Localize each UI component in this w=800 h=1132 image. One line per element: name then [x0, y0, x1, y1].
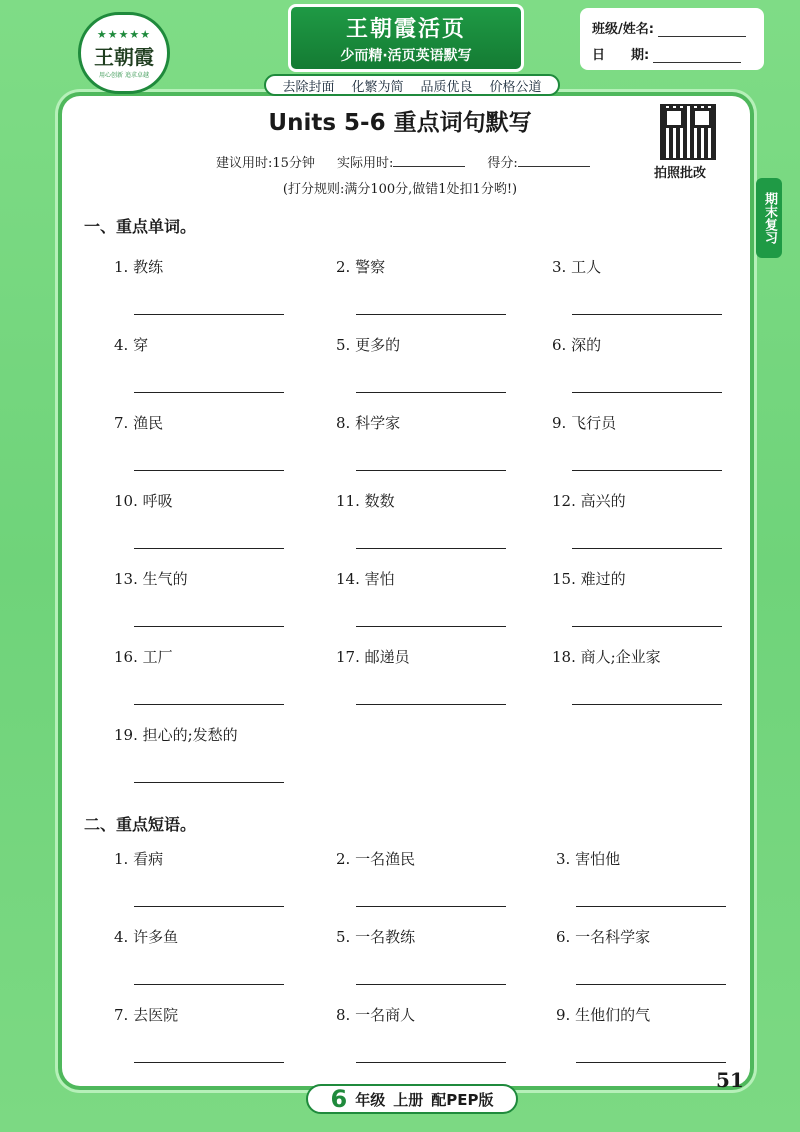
phrase-prompt: 8. 一名商人 — [336, 1006, 416, 1024]
side-tab: 期末复习 — [756, 178, 782, 258]
word-answer-blank[interactable] — [572, 392, 722, 393]
word-answer-blank[interactable] — [134, 392, 284, 393]
word-answer-blank[interactable] — [356, 314, 506, 315]
word-prompt: 5. 更多的 — [336, 336, 401, 354]
phrase-prompt: 5. 一名教练 — [336, 928, 416, 946]
word-answer-blank[interactable] — [356, 704, 506, 705]
phrase-answer-blank[interactable] — [356, 984, 506, 985]
class-name-field[interactable] — [658, 22, 746, 37]
page-title: Units 5-6 重点词句默写 — [268, 110, 532, 136]
word-prompt: 7. 渔民 — [114, 414, 164, 432]
actual-time-field[interactable] — [393, 154, 465, 167]
time-score-line — [216, 152, 590, 171]
phrase-prompt: 7. 去医院 — [114, 1006, 179, 1024]
word-answer-blank[interactable] — [572, 626, 722, 627]
word-prompt: 10. 呼吸 — [114, 492, 173, 510]
phrase-prompt: 3. 害怕他 — [556, 850, 621, 868]
brand-logo — [78, 12, 170, 94]
word-prompt: 2. 警察 — [336, 258, 386, 276]
word-prompt: 6. 深的 — [552, 336, 602, 354]
footer-badge — [306, 1084, 518, 1114]
scoring-rule: (打分规则:满分100分,做错1处扣1分哟!) — [282, 182, 518, 197]
phrase-prompt: 4. 许多鱼 — [114, 928, 179, 946]
score-label: 得分: — [487, 156, 518, 171]
word-prompt: 18. 商人;企业家 — [552, 648, 661, 666]
suggested-time: 建议用时:15分钟 — [216, 156, 315, 171]
section-title-words: 一、重点单词。 — [84, 217, 197, 236]
word-answer-blank[interactable] — [134, 626, 284, 627]
word-prompt: 12. 高兴的 — [552, 492, 626, 510]
student-info-box — [580, 8, 764, 70]
logo-stars: ★★★★★ — [96, 27, 152, 41]
word-prompt: 15. 难过的 — [552, 570, 626, 588]
word-prompt: 1. 教练 — [114, 258, 164, 276]
word-prompt: 9. 飞行员 — [552, 414, 617, 432]
motto-item: 价格公道 — [489, 79, 542, 95]
word-answer-blank[interactable] — [134, 470, 284, 471]
section-title-phrases: 二、重点短语。 — [84, 815, 197, 834]
footer-volume: 上册 — [393, 1090, 424, 1109]
phrase-answer-blank[interactable] — [576, 984, 726, 985]
actual-time-label: 实际用时: — [336, 156, 394, 171]
logo-name: 王朝霞 — [94, 44, 154, 69]
phrase-answer-blank[interactable] — [134, 906, 284, 907]
brand-banner — [288, 4, 524, 72]
motto-item: 品质优良 — [420, 79, 473, 95]
phrase-prompt: 9. 生他们的气 — [556, 1006, 651, 1024]
phrase-prompt: 6. 一名科学家 — [556, 928, 651, 946]
brand-slogan: 少而精·活页英语默写 — [340, 47, 472, 64]
qr-label: 拍照批改 — [654, 166, 707, 181]
word-answer-blank[interactable] — [134, 782, 284, 783]
date-row — [592, 44, 741, 63]
brand-title: 王朝霞活页 — [345, 16, 466, 42]
motto-item: 化繁为简 — [351, 79, 404, 95]
page-number: 51 — [716, 1068, 744, 1092]
word-answer-blank[interactable] — [572, 314, 722, 315]
actual-time-group — [337, 152, 465, 171]
phrase-answer-blank[interactable] — [576, 1062, 726, 1063]
phrase-answer-blank[interactable] — [356, 906, 506, 907]
footer-grade-number: 6 — [330, 1085, 348, 1113]
word-prompt: 13. 生气的 — [114, 570, 188, 588]
phrase-answer-blank[interactable] — [134, 984, 284, 985]
word-answer-blank[interactable] — [572, 548, 722, 549]
word-answer-blank[interactable] — [356, 392, 506, 393]
class-name-label: 班级/姓名: — [592, 22, 654, 37]
word-answer-blank[interactable] — [134, 704, 284, 705]
word-answer-blank[interactable] — [356, 548, 506, 549]
word-answer-blank[interactable] — [356, 626, 506, 627]
word-answer-blank[interactable] — [134, 314, 284, 315]
footer-grade-text: 年级 — [355, 1090, 386, 1109]
word-prompt: 3. 工人 — [552, 258, 602, 276]
word-prompt: 17. 邮递员 — [336, 648, 410, 666]
motto-item: 去除封面 — [282, 79, 335, 95]
word-answer-blank[interactable] — [572, 704, 722, 705]
score-field[interactable] — [518, 154, 590, 167]
motto-bar — [264, 74, 560, 96]
logo-subtitle: 用心创新 追求卓越 — [99, 71, 149, 79]
score-group — [487, 152, 589, 171]
date-label: 日 期: — [592, 48, 650, 63]
phrase-prompt: 1. 看病 — [114, 850, 164, 868]
word-prompt: 4. 穿 — [114, 336, 149, 354]
word-answer-blank[interactable] — [356, 470, 506, 471]
word-answer-blank[interactable] — [572, 470, 722, 471]
word-answer-blank[interactable] — [134, 548, 284, 549]
date-field[interactable] — [653, 48, 741, 63]
phrase-prompt: 2. 一名渔民 — [336, 850, 416, 868]
word-prompt: 11. 数数 — [336, 492, 395, 510]
word-prompt: 14. 害怕 — [336, 570, 395, 588]
word-prompt: 19. 担心的;发愁的 — [114, 726, 238, 744]
phrase-answer-blank[interactable] — [576, 906, 726, 907]
phrase-answer-blank[interactable] — [356, 1062, 506, 1063]
class-name-row — [592, 18, 746, 37]
footer-edition: 配PEP版 — [431, 1090, 494, 1109]
phrase-answer-blank[interactable] — [134, 1062, 284, 1063]
word-prompt: 8. 科学家 — [336, 414, 401, 432]
word-prompt: 16. 工厂 — [114, 648, 173, 666]
